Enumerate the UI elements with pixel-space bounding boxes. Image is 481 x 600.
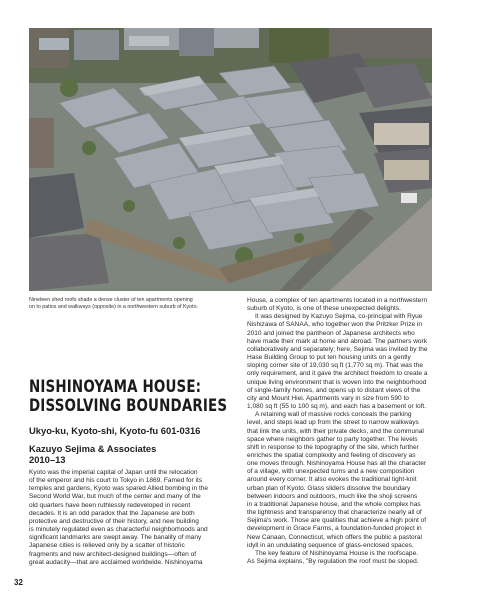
text-line: development in Grace Farms, a foundation-funded project in	[247, 525, 422, 533]
article-headline	[29, 377, 228, 416]
text-line: It was designed by Kazuyo Sejima, co-principal with Ryue	[255, 313, 423, 321]
text-line: in a traditional Japanese house, and the whole complex has	[247, 500, 421, 508]
aerial-photo	[29, 28, 432, 291]
headline-line-2: DISSOLVING BOUNDARIES	[29, 395, 228, 416]
text-line: Hase Building Group to put ten housing units on a gently	[247, 354, 411, 362]
caption-line: Nineteen shed roofs shade a dense cluster of ten apartments opening	[29, 297, 193, 303]
text-line: of single-family homes, and opens up to distant views of the	[247, 386, 421, 394]
text-line: the lightness and transparency that characterize nearly all of	[247, 509, 422, 517]
paragraph	[247, 313, 433, 411]
text-line: between indoors and outdoors, much like the shoji screens	[247, 492, 418, 500]
text-line: The key feature of Nishinoyama House is the roofscape.	[255, 549, 419, 557]
text-line: significant landmarks are swept away. The banality of many	[29, 534, 202, 542]
text-line: one moves through. Nishinoyama House has all the character	[247, 460, 427, 468]
paragraph	[247, 411, 433, 550]
text-line: protective and destructive of their history, and new building	[29, 517, 199, 525]
text-line: Kyoto was the imperial capital of Japan until the relocation	[29, 469, 198, 476]
text-line: only requirement, and it gave the architect freedom to create a	[247, 370, 428, 378]
body-column-right	[247, 297, 433, 566]
paragraph	[247, 297, 433, 313]
text-line: A retaining wall of massive rocks conceals the parking	[255, 411, 412, 419]
text-line: collaboratively and separately; here, Sejima was invited by the	[247, 345, 428, 353]
text-line: around every corner. It also evokes the traditional tight-knit	[247, 476, 417, 484]
text-line: idyll in an undulating sequence of glass-enclosed spaces.	[247, 541, 414, 549]
text-line: of the emperor and his court to Tokyo in 1869. Famed for its	[29, 477, 203, 485]
text-line: fragments and new architect-designed buildings—often of	[29, 550, 197, 558]
text-line: unique living environment that is woven into the neighborhood	[247, 378, 427, 386]
text-line: city and Mount Hiei. Apartments vary in size from 590 to	[247, 394, 409, 402]
text-line: decades. It is an odd paradox that the Japanese are both	[29, 509, 195, 517]
text-line: temples and gardens, Kyoto was spared Allied bombing in the	[29, 485, 209, 493]
text-line: of a village, with unexpected turns and a new composition	[247, 468, 415, 476]
photo-caption	[29, 297, 234, 310]
text-line: As Sejima explains, "By regulation the roof must be sloped.	[247, 558, 419, 565]
text-line: Second World War, but much of the center and many of the	[29, 493, 201, 501]
aerial-photo-illustration	[29, 28, 432, 291]
paragraph	[29, 469, 234, 567]
text-line: sloping corner site of 19,030 sq ft (1,770 sq m). That was the	[247, 362, 424, 370]
text-line: shift in response to the topography of the site, which further	[247, 443, 419, 451]
text-line: level, and steps lead up from the street to narrow walkways	[247, 419, 419, 427]
headline-line-1: NISHINOYAMA HOUSE:	[29, 377, 202, 397]
project-address: Ukyo-ku, Kyoto-shi, Kyoto-fu 601-0316	[29, 425, 201, 436]
text-line: great audacity—that are acclaimed worldwide. Nishinoyama	[29, 558, 203, 566]
paragraph	[247, 550, 433, 566]
page-number: 32	[14, 578, 23, 587]
caption-line: on to patios and walkways (opposite) in a northwestern suburb of Kyoto.	[29, 303, 199, 310]
text-line: suburb of Kyoto, is one of these unexpected delights.	[247, 305, 401, 313]
body-column-left	[29, 469, 234, 567]
text-line: old quarters have been ruthlessly redeveloped in recent	[29, 501, 191, 509]
text-line: 1,080 sq ft (55 to 100 sq m), and each has a basement or loft.	[247, 403, 427, 411]
text-line: enriches the spatial complexity and feeling of discovery as	[247, 451, 416, 459]
text-line: is minutely regulated even as characterful neighborhoods and	[29, 526, 208, 534]
text-line: that link the units, with their private decks, and the communal	[247, 427, 424, 435]
text-line: Sejima's work. Those are qualities that achieve a high point of	[247, 517, 427, 525]
text-line: urban plan of Kyoto. Glass sliders dissolve the boundary	[247, 484, 411, 492]
text-line: have made their mark at home and abroad. The partners work	[247, 337, 428, 345]
text-line: space where neighbors gather to party together. The levels	[247, 435, 418, 443]
text-line: House, a complex of ten apartments located in a northwestern	[247, 297, 428, 304]
text-line: Nishizawa of SANAA, who together won the Pritzker Prize in	[247, 321, 423, 329]
architect-credit	[29, 443, 156, 465]
text-line: 2010 and joined the pantheon of Japanese architects who	[247, 329, 415, 337]
text-line: Japanese cities is relieved only by a scatter of historic	[29, 542, 185, 550]
text-line: New Canaan, Connecticut, which offers the public a pastoral	[247, 533, 422, 541]
project-years: 2010–13	[29, 454, 66, 465]
architect-name: Kazuyo Sejima & Associates	[29, 443, 157, 454]
